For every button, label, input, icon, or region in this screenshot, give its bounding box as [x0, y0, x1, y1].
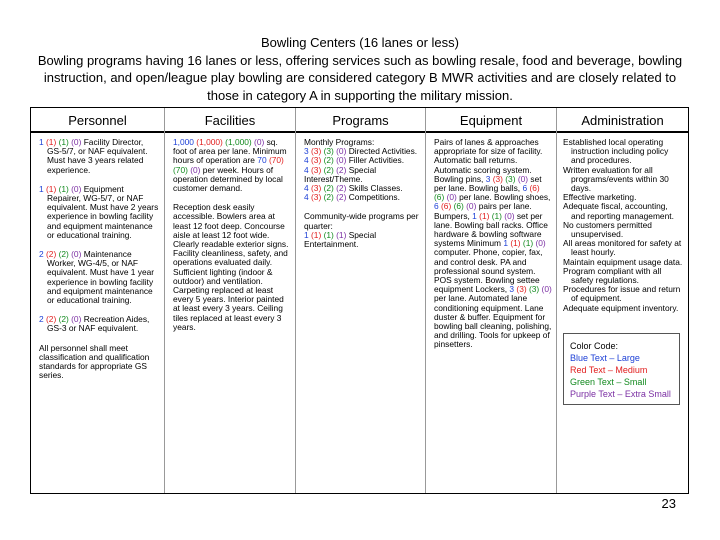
program-filler: 4 (3) (2) (0) Filler Activities.: [304, 155, 405, 166]
programs-column: [295, 108, 425, 493]
admin-item: Maintain equipment usage data.: [563, 256, 683, 267]
legend-green: Green Text – Small: [570, 376, 647, 387]
program-competitions: 4 (3) (2) (2) Competitions.: [304, 192, 400, 203]
personnel-aides: 2 (2) (2) (0) Recreation Aides, GS-3 or NAF equivalent.: [39, 314, 150, 334]
color-code-legend: [563, 333, 680, 405]
admin-item: All areas monitored for safety at least hourly.: [563, 238, 682, 258]
program-skills: 4 (3) (2) (2) Skills Classes.: [304, 183, 403, 194]
admin-item: Written evaluation for all programs/events within 30 days.: [563, 164, 669, 194]
facilities-requirements: Reception desk easily accessible. Bowlers area at least 12 foot deep. Concourse aisle at least 12 foot wide. Clearly readable exterior signs. Facility cleanliness, safety, and operations evaluated daily. Sufficient lighting (indoor & outdoor) and ventilation. Carpeting replaced at least every 5 years. Interior painted at least every 3 years. Ceiling tiles replaced at least every 3 years.: [173, 202, 289, 332]
personnel-director: 1 (1) (1) (0) Facility Director, GS-5/7, or NAF equivalent. Must have 3 years related experience.: [39, 137, 148, 175]
admin-item: Adequate equipment inventory.: [563, 302, 679, 313]
admin-item: No customers permitted unsupervised.: [563, 219, 652, 240]
admin-item: Established local operating instruction including policy and procedures.: [563, 137, 669, 166]
legend-purple: Purple Text – Extra Small: [570, 388, 671, 399]
admin-item: Procedures for issue and return of equipment.: [563, 284, 681, 304]
slide-header: [30, 34, 690, 104]
admin-item: Adequate fiscal, accounting, and reporting management.: [563, 201, 674, 221]
programs-intro: Monthly Programs:: [304, 137, 375, 147]
equipment-heading: Equipment: [426, 108, 556, 133]
legend-blue: Blue Text – Large: [570, 352, 640, 363]
personnel-qualification: All personnel shall meet classification and qualification standards for appropriate GS series.: [39, 342, 150, 381]
admin-item: Program compliant with all safety regulations.: [563, 265, 662, 286]
facilities-heading: Facilities: [165, 108, 295, 133]
personnel-repairer: 1 (1) (1) (0) Equipment Repairer, WG-5/7, or NAF equivalent. Must have 2 years experience in bowling facility and equipment maintenance or educational training.: [39, 183, 159, 240]
personnel-maintenance: 2 (2) (2) (0) Maintenance Worker, WG-4/5, or NAF equivalent. Must have 1 year experience in bowling facility and equipment maintenance or educational training.: [39, 249, 155, 306]
program-entertainment: 1 (1) (1) (1) Special Entertainment.: [304, 229, 377, 250]
equipment-list: Pairs of lanes & approaches appropriate for size of facility. Automatic ball returns. Automatic scoring system. Bowling pins, 3 (3) (3) (0) set per lane. Bowling balls, 6 (6) (6) (0) per lane. Bowling shoes, 6 (6) (6) (0) pairs per lane. Bumpers, 1 (1) (1) (0) set per lane. Bowling ball racks. Office hardware & bowling software systems Minimum 1 (1) (1) (0) computer. Phone, copier, fax, and control desk. PA and professional sound system. POS system. Bowling settee equipment Lockers, 3 (3) (3) (0) per lane. Automated lane conditioning equipment. Lane duster & buffer. Equipment for bowling ball cleaning, polishing, and drilling. Tools for upkeep of pinsetters.: [434, 137, 552, 350]
admin-item: Effective marketing.: [563, 192, 637, 203]
legend-red: Red Text – Medium: [570, 364, 648, 375]
facilities-column: [164, 108, 295, 493]
program-directed: 3 (3) (3) (0) Directed Activities.: [304, 146, 418, 157]
equipment-column: [425, 108, 556, 493]
administration-column: [556, 108, 688, 493]
administration-heading: Administration: [557, 108, 688, 133]
standards-table: [30, 107, 689, 494]
slide-title: Bowling Centers (16 lanes or less): [261, 35, 459, 50]
facilities-area-hours: 1,000 (1,000) (1,000) (0) sq. foot of area per lane. Minimum hours of operation are 70 (70) (70) (0) per week. Hours of operation determined by local customer demand.: [173, 137, 287, 194]
legend-title: Color Code:: [570, 340, 619, 351]
page-number: 23: [661, 496, 676, 511]
personnel-column: [31, 108, 164, 493]
personnel-heading: Personnel: [31, 108, 164, 133]
program-special-interest: 4 (3) (2) (2) Special Interest/Theme.: [304, 164, 377, 184]
slide-description: Bowling programs having 16 lanes or less, offering services such as bowling resale, food and beverage, bowling instruction, and open/league play bowling are considered category B MWR activities and are closely related to those in category A in supporting the military mission.: [37, 52, 683, 103]
programs-heading: Programs: [296, 108, 425, 133]
programs-community: Community-wide programs per quarter:: [304, 211, 419, 231]
